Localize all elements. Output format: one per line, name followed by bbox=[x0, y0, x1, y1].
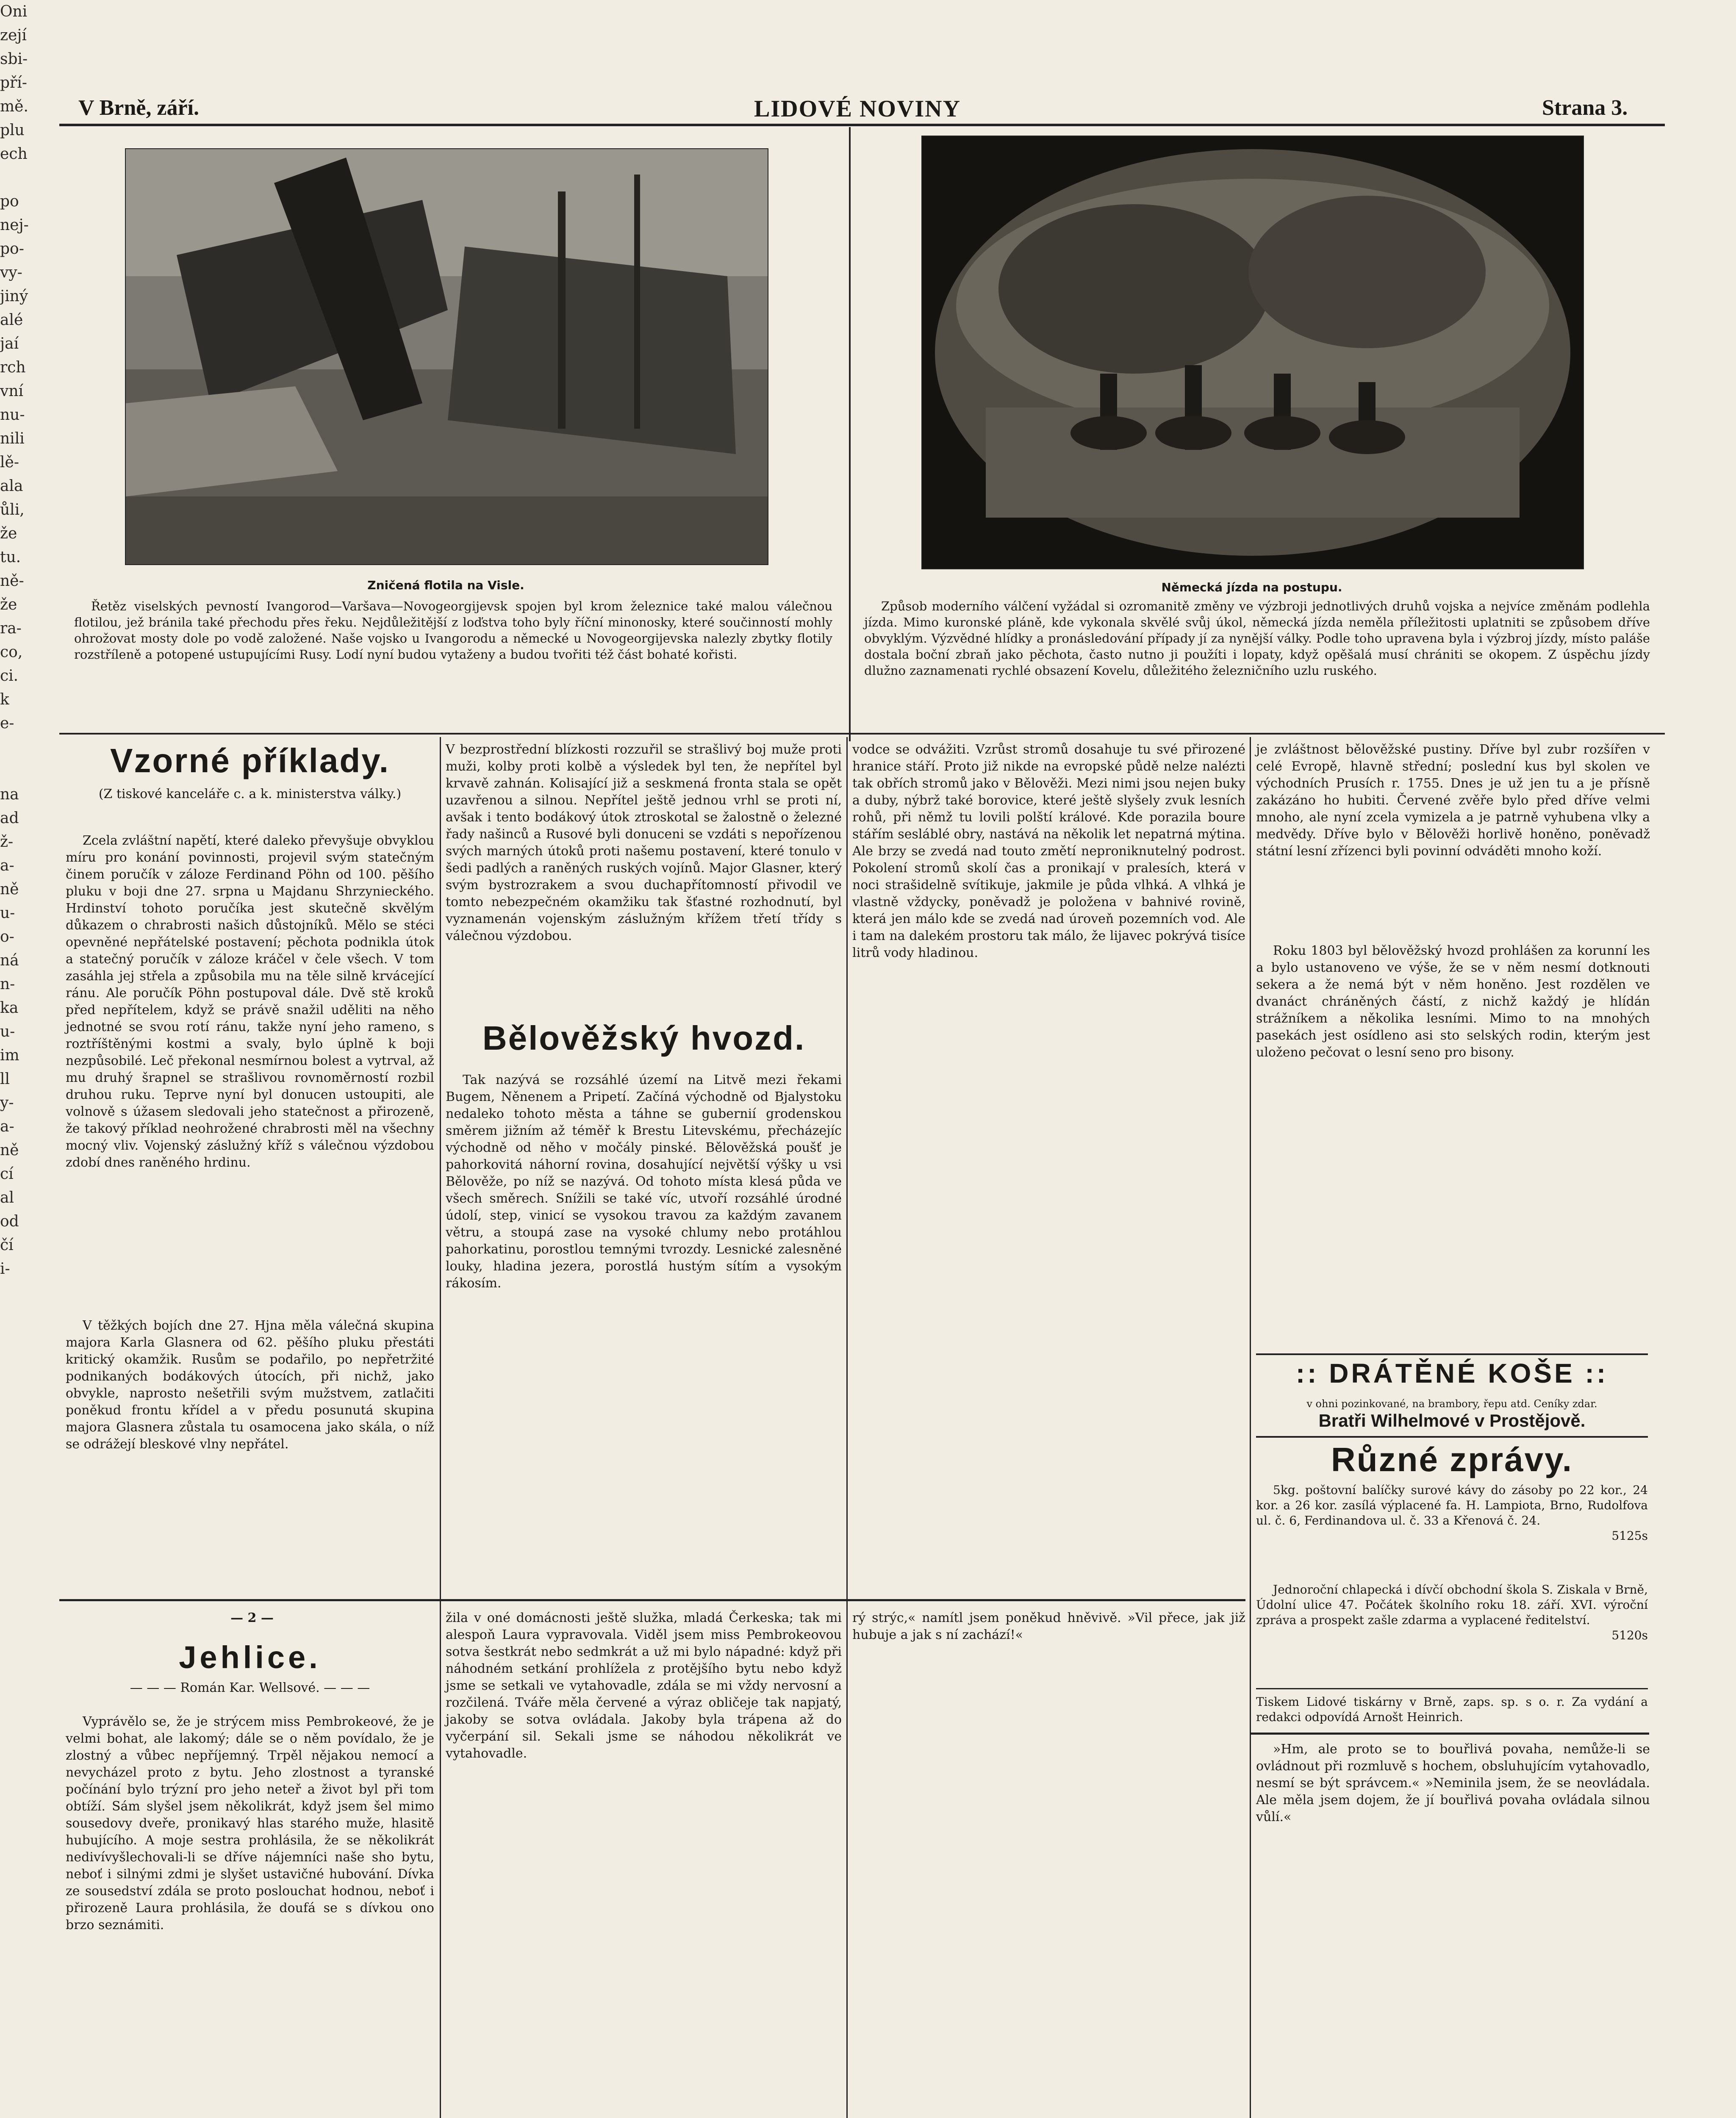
header-date: V Brně, září. bbox=[78, 96, 199, 120]
photo-flotila bbox=[125, 148, 768, 565]
headline-ruzne: Různé zprávy. bbox=[1331, 1441, 1573, 1478]
left-margin-fragment: plu bbox=[0, 122, 25, 139]
belovezsky-col4b bbox=[1256, 943, 1650, 1366]
column-rule bbox=[1250, 737, 1251, 2118]
left-margin-fragment: pří- bbox=[0, 74, 27, 91]
imprint bbox=[1256, 1694, 1648, 1725]
left-margin-fragment: ka bbox=[0, 999, 19, 1017]
belovezsky-paragraph-1: Tak nazývá se rozsáhlé území na Litvě mezi řekami Bugem, Něnenem a Pripetí. Začíná východně od Bjalystoku nedaleko tohoto města a táhne se gubernií grodenskou směrem jižním až téměř k Brestu Litevskému, přecházejíc východně od něho v močály pinské. Bělověžská poušť je pahorkovitá náhorní rovina, dosahující největší výšky u vsi Bělověže, po níž se nazývá. Od tohoto místa klesá půda ve všech směrech. Snížili se také víc, utvoří rozsáhlé úrodné údolí, step, vinicí se vysokou travou za každým zavanem větru, a stoupá zase na vysoké chlumy nebo protáhlou pahorkatinu, porostlou temnými tvrozdy. Lesnické zalesněné louky, hladina jezera, porostlá hustým sítím a vysokým rákosím. bbox=[446, 1073, 842, 1291]
jehlice-col2 bbox=[446, 1610, 842, 2118]
left-margin-fragment: a- bbox=[0, 1118, 14, 1135]
left-margin-fragment: že bbox=[0, 525, 17, 542]
left-margin-fragment: po bbox=[0, 193, 19, 210]
ad-rule bbox=[1256, 1353, 1648, 1355]
vzorne-paragraph-1: Zcela zvláštní napětí, které daleko převyšuje obvyklou míru pro konání povinnosti, projevil svým statečným činem poručík v záloze Ferdinand Pöhn od 100. pěšího pluku v boji dne 27. srpna u Majdanu Shrzynieckého. Hrdinství tohoto poručíka jest skutečně skvělým důkazem o chrabrosti našich důstojníků. Mělo se stéci opevněné nepřátelské postavení; pěchota podnikla útok a statečný poručík v záloze kráčel v čele všech. V tom zasáhla jej střela a způsobila mu na těle silně krvácející ránu. Ale poručík Pöhn postupoval dále. Dvě stě kroků před nepřítelem, když se právě snažil uděliti na něho jednotné se svou rotí ránu, takže nyní jeho rameno, s roztříštěnými kostmi a svaly, bylo úplně k boji nezpůsobilé. Leč překonal nesmírnou bolest a vytrval, až mu druhý šrapnel se strašlivou rovnoměrností rozbil druhou ruku. Teprve nyní byl donucen ustoupiti, ale volnově s úžasem sledovali jeho statečnost a přirozeně, že takový příklad neohrožené chrabrosti měl na všechny mocný vliv. Vojenský záslužný kříž s válečnou výzdobou zdobí dnes raněného hrdinu. bbox=[66, 833, 434, 1170]
photo-left-caption-text: Řetěz viselských pevností Ivangorod—Varšava—Novogeorgijevsk spojen byl krom železnice také malou válečnou flotilou, jež bránila také přechodu přes řeku. Nejdůležitější z loďstva toho byly říční minonosky, které součinností mohly ohrožovat mosty dole po vodě založené. Naše vojsko u Ivangorodu a německé u Novogeorgijevska nalezly zbytky flotily rozstříleně a potopené ustupujícími Rusy. Lodí nyní budou vytaženy a budou tvořiti též část bohaté kořisti. bbox=[74, 599, 832, 662]
page-number: Strana 3. bbox=[1542, 96, 1628, 120]
section-rule bbox=[59, 733, 1665, 735]
ad-rule bbox=[1256, 1436, 1648, 1438]
ruzne-item-2-ref: 5120s bbox=[1611, 1628, 1648, 1642]
left-margin-fragment: že bbox=[0, 596, 17, 613]
jehlice-col4 bbox=[1256, 1741, 1650, 2118]
left-margin-fragment: ně- bbox=[0, 572, 24, 590]
left-margin-fragment: i- bbox=[0, 1260, 10, 1278]
left-margin-fragment: nej- bbox=[0, 216, 29, 234]
photo-right-title: Německá jízda na postupu. bbox=[1161, 580, 1342, 594]
left-margin-fragment: jaí bbox=[0, 335, 19, 352]
left-margin-fragment bbox=[0, 735, 22, 759]
ad-dratene-line: v ohni pozinkované, na brambory, řepu atd. Ceníky zdar. bbox=[1306, 1398, 1597, 1410]
belovezsky-article bbox=[446, 1072, 842, 1593]
left-margin-fragment: n- bbox=[0, 976, 15, 993]
left-margin-fragment bbox=[0, 1305, 22, 1328]
headline-jehlice: Jehlice. bbox=[179, 1640, 321, 1675]
vzorne-article bbox=[66, 832, 434, 1315]
left-margin-fragment: mě. bbox=[0, 98, 28, 115]
left-margin-fragment: e- bbox=[0, 715, 14, 732]
left-margin-fragment: sbi- bbox=[0, 50, 28, 68]
jehlice-col4-text: »Hm, ale proto se to bouřlivá povaha, nemůže-li se ovládnout při rozmluvě s hochem, obsluhujícím vytahovadlo, nesmí se být správcem.« »Neminila jsem, že se neovládala. Ale měla jsem dojem, že jí bouřlivá povaha ovládala silnou vůlí.« bbox=[1256, 1742, 1650, 1824]
ruzne-item-1-ref: 5125s bbox=[1611, 1529, 1648, 1543]
left-margin-fragment: cí bbox=[0, 1165, 14, 1183]
photo-right-caption-text: Způsob moderního válčení vyžádal si ozromanitě změny ve výzbroji jednotlivých druhů vojska a nejvíce změnám podlehla jízda. Mimo kuronské pláně, kde vykonala skvělé svůj úkol, německá jízda neměla příležitosti uplatniti se způsobem dříve obvyklým. Výzvědné hlídky a pronásledování případy jí za nynější války. Podle toho upravena byla i výzbroj jízdy, místo paláše dostala boční zbraň jako pěchota, často nutno ji použíti i lopaty, když opěšalá musí chrániti se okopem. Z úspěchu jízdy dlužno zaznamenati rychlé obsazení Kovelu, důležitého železničního uzlu ruského. bbox=[864, 599, 1650, 678]
left-margin-fragment: tu. bbox=[0, 549, 21, 566]
left-margin-fragment: nu- bbox=[0, 406, 25, 424]
photo-jizda bbox=[921, 136, 1584, 569]
belovezsky-paragraph-4: Roku 1803 byl bělověžský hvozd prohlášen za korunní les a bylo ustanoveno ve výše, že se v něm nesmí dotknouti sekera a že nemá být v něm honěno. Jest rozdělen ve dvanáct chráněných částí, z nichž každý je hlídán strážníkem a několika lesními. Mimo to na mnohých pasekách jest osídleno asi sto selských rodin, kterým jest uloženo pečovat o lesní seno pro bisony. bbox=[1256, 943, 1650, 1060]
belovezsky-col4 bbox=[1256, 741, 1650, 940]
feuilleton-rule bbox=[1251, 1733, 1649, 1735]
ad-dratene-firm: Bratři Wilhelmové v Prostějově. bbox=[1318, 1411, 1586, 1430]
jehlice-col3 bbox=[852, 1610, 1245, 2118]
imprint-text: Tiskem Lidové tiskárny v Brně, zaps. sp. s o. r. Za vydání a redakci odpovídá Arnošt Heinrich. bbox=[1256, 1695, 1648, 1724]
left-margin-fragment bbox=[0, 1281, 22, 1305]
jehlice-article bbox=[66, 1713, 434, 2118]
ruzne-item-2 bbox=[1256, 1582, 1648, 1643]
left-margin-fragment: čí bbox=[0, 1236, 14, 1254]
left-margin-fragment: al bbox=[0, 1189, 14, 1206]
feuilleton-rule bbox=[59, 1599, 1245, 1601]
left-margin-fragment: ůli, bbox=[0, 501, 25, 518]
left-margin-fragment: ně bbox=[0, 1142, 19, 1159]
column-rule bbox=[440, 737, 441, 2118]
left-margin-fragment: ala bbox=[0, 477, 23, 495]
column-rule bbox=[846, 737, 848, 2118]
vzorne-subtitle: (Z tiskové kanceláře c. a k. ministerstva války.) bbox=[98, 787, 402, 801]
left-margin-fragment: ll bbox=[0, 1070, 10, 1088]
left-margin-fragment: co, bbox=[0, 643, 23, 661]
jehlice-paragraph-1: Vyprávělo se, že je strýcem miss Pembrokeové, že je velmi bohat, ale lakomý; dále se o něm povídalo, že je zlostný a vůbec nepříjemný. Trpěl nějakou nemocí a nevycházel proto z bytu. Jeho zlostnost a tyranské počínání bylo trýzní pro jeho neteř a život byl při tom obtíží. Sám slyšel jsem několikrát, když jsem šel mimo sousedovy dveře, pronikavý hlas starého muže, hlasitě hubujícího. A moje sestra prohlásila, že se několikrát nedivívyšlechovali-li se dříve nájemníci naše sho bytu, neboť i silnými zdmi je slyšet ustavičné hubování. Dívka ze sousedství zdála se proto poslouchat hodnou, neboť i přirozeně Laura prohlásila, že doufá se s dívkou ono brzo seznámiti. bbox=[66, 1714, 434, 1932]
left-margin-fragment: o- bbox=[0, 928, 14, 945]
left-margin-fragment: u- bbox=[0, 904, 15, 922]
column-rule bbox=[849, 127, 851, 741]
vzorne-paragraph-3: V bezprostřední blízkosti rozzuřil se strašlivý boj muže proti muži, kolby proti kolbě a výsledek byl ten, že nepřítel byl krvavě zahnán. Kolisající již a seskmená fronta stala se opět uzavřenou a silnou. Nepřítel ještě jednou vrhl se proti ní, avšak i tento bodákový útok ztroskotal se žalostně o železné řady našinců a Rusové byli donuceni se vzdáti s nepořízenou svých marných útoků proti našemu postavení, které tonulo v šedi padlých a raněných ruských vojínů. Major Glasner, který svým bystrozrakem a svou duchapřítomností přivodil ve tomto nebezpečném okamžiku tak šťastné rozhodnutí, byl vyznamenán vojenským záslužným křížem třetí třídy s válečnou výzdobou. bbox=[446, 742, 842, 943]
ruzne-item-1 bbox=[1256, 1483, 1648, 1544]
left-margin-fragment: od bbox=[0, 1213, 19, 1230]
belovezsky-paragraph-3: je zvláštnost bělověžské pustiny. Dříve byl zubr rozšířen v celé Evropě, hlavně střední; poslední kus byl skolen ve východních Prusích r. 1755. Dnes je už jen tu a je přísně zakázáno ho hubiti. Červené zvěře bylo před dříve velmi mnoho, ale nyní zcela vymizela a je patrně vyhubena vlky a medvědy. Dříve bylo v Bělověži horlivě honěno, poněvadž státní lesní zřízenci byli povinní odváděti mnoho koží. bbox=[1256, 742, 1650, 859]
left-margin-fragment: ad bbox=[0, 809, 19, 827]
left-margin-fragments bbox=[0, 0, 29, 1278]
ad-dratene-title: :: DRÁTĚNÉ KOŠE :: bbox=[1295, 1358, 1608, 1389]
left-margin-fragment: na bbox=[0, 786, 19, 803]
left-margin-fragment: ci. bbox=[0, 667, 19, 685]
left-margin-fragment: im bbox=[0, 1047, 19, 1064]
left-margin-fragment: ž- bbox=[0, 833, 14, 851]
ruzne-item-1-text: 5kg. poštovní balíčky surové kávy do zásoby po 22 kor., 24 kor. a 26 kor. zasílá výplacené fa. H. Lampiota, Brno, Rudolfova ul. č. 6, Ferdinandova ul. č. 33 a Křenová č. 24. bbox=[1256, 1483, 1648, 1528]
header-rule bbox=[59, 124, 1665, 126]
left-margin-fragment: ně bbox=[0, 881, 19, 898]
left-margin-fragment: ná bbox=[0, 952, 19, 969]
vzorne-continuation bbox=[446, 741, 842, 1012]
newspaper-title: LIDOVÉ NOVINY bbox=[754, 96, 961, 122]
left-margin-fragment: a- bbox=[0, 857, 14, 874]
ruzne-item-2-text: Jednoroční chlapecká i dívčí obchodní škola S. Ziskala v Brně, Údolní ulice 47. Počátek školního roku 18. září. XVI. výroční zpráva a prospekt zašle zdarma a vyplacené ředitelství. bbox=[1256, 1583, 1648, 1627]
left-margin-fragment: y- bbox=[0, 1094, 14, 1112]
vzorne-article-2 bbox=[66, 1317, 434, 1588]
headline-belovezsky: Bělověžský hvozd. bbox=[482, 1019, 806, 1057]
photo-left-caption bbox=[74, 598, 832, 663]
jehlice-col3-text: rý strýc,« namítl jsem poněkud hněvivě. »Vil přece, jak již hubuje a jak s ní zachází!« bbox=[852, 1611, 1245, 1642]
left-margin-fragment: ech bbox=[0, 145, 28, 163]
belovezsky-continuation bbox=[852, 741, 1245, 1588]
imprint-rule bbox=[1256, 1688, 1648, 1689]
left-margin-fragment: u- bbox=[0, 1023, 15, 1040]
left-margin-fragment: nili bbox=[0, 430, 25, 447]
left-margin-fragment: ra- bbox=[0, 620, 22, 637]
headline-vzorne: Vzorné příklady. bbox=[110, 742, 390, 779]
vzorne-paragraph-2: V těžkých bojích dne 27. Hjna měla válečná skupina majora Karla Glasnera od 62. pěšího pluku přestáti kritický okamžik. Rusům se podařilo, po nepřetržité podnikaných bodákových útocích, při nichž, jako obvykle, naprosto nešetřili svým mužstvem, zatlačiti poněkud frontu křídel a v předu posunutá skupina majora Glasnera zůstala tu osamocena jako skála, o níž se odrážejí bleskové vlny nepřátel. bbox=[66, 1318, 434, 1452]
left-margin-fragment: vy- bbox=[0, 264, 22, 281]
photo-right-caption bbox=[864, 598, 1650, 679]
left-margin-fragment: rch bbox=[0, 359, 26, 376]
left-margin-fragment: jiný bbox=[0, 288, 28, 305]
left-margin-fragment: zejí bbox=[0, 27, 27, 44]
feuilleton-number: — 2 — bbox=[230, 1611, 274, 1625]
left-margin-fragment bbox=[0, 759, 22, 783]
left-margin-fragment: vní bbox=[0, 383, 24, 400]
belovezsky-paragraph-2: vodce se odvážiti. Vzrůst stromů dosahuje tu své přirozené hranice stáří. Proto již nikde na evropské půdě nelze nalézti tak obřích stromů jako v Bělověži. Mezi nimi jsou nejen buky a duby, nýbrž také borovice, které ještě slyšely zvuk lesních rohů, při němž tu lovili polští králové. Kde porazila boure stářím sesláblé obry, nastává na několik let nepatrná mýtina. Ale brzy se zvedá nad touto změtí neproniknutelný podrost. Pokolení stromů skolí čas a pronikají v pralesích, která v noci strašidelně svítikuje, jakmile je půda vlhká. A vlhká je vlastně vždycky, poněvadž je položena v bahnivé rovině, která jen málo kde se zvedá nad úroveň pozemních vod. Ale i tam na dalekém prostoru tak málo, že lijavec pokrývá tisíce litrů vody hladinou. bbox=[852, 742, 1245, 960]
jehlice-subtitle: — — — Román Kar. Wellsové. — — — bbox=[130, 1680, 370, 1695]
left-margin-fragment: alé bbox=[0, 311, 23, 329]
left-margin-fragment: k bbox=[0, 691, 9, 708]
left-margin-fragment bbox=[0, 166, 22, 190]
left-margin-fragment: po- bbox=[0, 240, 24, 258]
jehlice-col2-text: žila v oné domácnosti ještě služka, mladá Čerkeska; tak mi alespoň Laura vypravovala. Viděl jsem miss Pembrokeovou sotva šestkrát nebo sedmkrát a už mi bylo nápadné: když při náhodném setkání prohlížela z protějšího bytu nebo když jsme se setkali ve vytahovadle, zdála se mi vždy nervosní a rozčilená. Tváře měla červené a výraz obličeje tak napjatý, jakoby se sotva ovládala. Jakoby byla trápena až do vyčerpání sil. Sekali jsme se náhodou několikrát ve vytahovadle. bbox=[446, 1611, 842, 1761]
left-margin-fragment: Oni bbox=[0, 3, 28, 20]
photo-left-title: Zničená flotila na Visle. bbox=[367, 578, 524, 592]
left-margin-fragment: lě- bbox=[0, 454, 19, 471]
